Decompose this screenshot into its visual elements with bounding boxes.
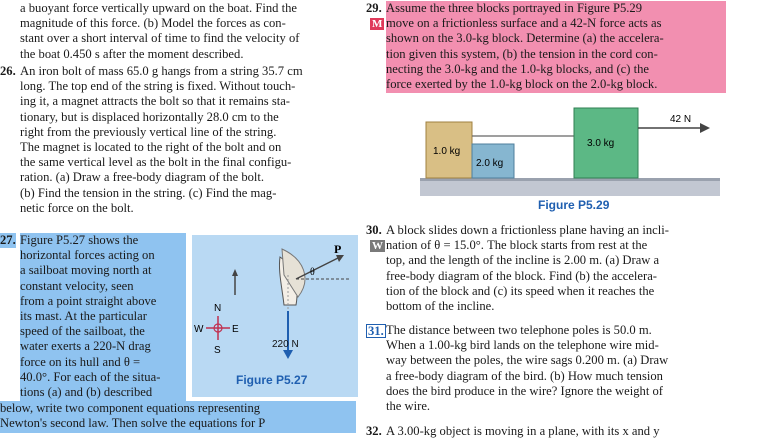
text-line: Newton's second law. Then solve the equations for P xyxy=(0,416,266,431)
text-line: the wire. xyxy=(386,399,431,414)
text-line: Figure P5.27 shows the xyxy=(20,233,139,247)
compass-east: E xyxy=(232,324,239,335)
text-line: way between the poles, the wire sags 0.200 m. (a) Draw xyxy=(386,353,669,368)
text-line: A 3.00-kg object is moving in a plane, with its x and y xyxy=(386,424,660,438)
problem-number: 30. xyxy=(366,223,382,237)
compass xyxy=(206,316,230,340)
text-line: 40.0°. For each of the situa- xyxy=(20,369,161,384)
block-3kg-label: 3.0 kg xyxy=(587,138,615,149)
text-line: When a 1.00-kg bird lands on the telephone wire mid- xyxy=(386,338,659,353)
text-line: (b) Find the tension in the string. (c) Find the mag- xyxy=(20,185,277,200)
text-line: free-body diagram of the block. Find (b) the accelera- xyxy=(386,268,657,283)
problem-badge-w: W xyxy=(372,240,383,252)
compass-north: N xyxy=(214,303,222,314)
text-line: constant velocity, seen xyxy=(20,278,134,293)
problem-number: 27. xyxy=(0,233,16,247)
table-surface xyxy=(420,180,720,196)
compass-west: W xyxy=(194,324,204,335)
text-line: shown on the 3.0-kg block. Determine (a) the accelera- xyxy=(386,31,664,46)
text-line: tion of the block and (c) its speed when it reaches the xyxy=(386,283,655,298)
text-line: long. The top end of the string is fixed. Without touch- xyxy=(20,79,296,94)
text-line: the boat 0.450 s after the moment described. xyxy=(20,46,244,61)
text-line: speed of the sailboat, the xyxy=(20,324,145,339)
block-1kg-label: 1.0 kg xyxy=(433,146,461,157)
text-line: the same vertical level as the bolt in the final configu- xyxy=(20,155,292,170)
text-line: force on its hull and θ = xyxy=(20,354,141,369)
block-2kg-label: 2.0 kg xyxy=(476,158,504,169)
text-line: below, write two component equations representing xyxy=(0,401,261,415)
text-line: The distance between two telephone poles is 50.0 m. xyxy=(386,323,652,337)
text-line: does the bird produce in the wire? Ignore the weight of xyxy=(386,383,663,398)
figure-caption: Figure P5.27 xyxy=(236,373,308,387)
text-line: ing it, a magnet attracts the bolt so that it remains sta- xyxy=(20,94,290,109)
text-line: magnitude of this force. (b) Model the forces as con- xyxy=(20,16,286,31)
text-line: a sailboat moving north at xyxy=(20,263,152,278)
text-line: right from the previously vertical line of the string. xyxy=(20,124,277,139)
text-line: The magnet is located to the right of the bolt and on xyxy=(20,140,282,155)
text-line: horizontal forces acting on xyxy=(20,248,155,263)
drag-force-label: 220 N xyxy=(272,339,299,350)
text-line: tion given this system, (b) the tension in the cord con- xyxy=(386,46,658,61)
text-line: force exerted by the 1.0-kg block on the 2.0-kg block. xyxy=(386,77,658,92)
force-p-label: P xyxy=(334,242,342,256)
text-line: a buoyant force vertically upward on the boat. Find the xyxy=(20,1,297,15)
text-line: move on a frictionless surface and a 42-N force acts as xyxy=(386,16,662,31)
text-line: top, and the length of the incline is 2.00 m. (a) Draw a xyxy=(386,253,660,268)
theta-label: θ xyxy=(310,267,315,278)
text-line: necting the 3.0-kg and the 1.0-kg blocks, and (c) the xyxy=(386,61,649,76)
text-line: tionary, but is displaced horizontally 28.0 cm to the xyxy=(20,109,279,124)
figure-p5-29-diagram xyxy=(420,106,720,196)
text-line: ration. (a) Draw a free-body diagram of the bolt. xyxy=(20,170,265,185)
text-line: nation of θ = 15.0°. The block starts from rest at the xyxy=(386,238,648,253)
text-line: water exerts a 220-N drag xyxy=(20,339,151,354)
text-line: stant over a short interval of time to find the velocity of xyxy=(20,31,300,46)
applied-force-label: 42 N xyxy=(670,114,692,125)
text-line: Assume the three blocks portrayed in Figure P5.29 xyxy=(386,1,643,15)
problem-number: 31. xyxy=(368,324,384,338)
compass-south: S xyxy=(214,345,221,356)
figure-p5-29 xyxy=(420,106,720,216)
text-line: from a point straight above xyxy=(20,293,157,308)
problem-badge-m: M xyxy=(372,18,383,30)
text-line: its mast. At the particular xyxy=(20,309,147,324)
text-line: An iron bolt of mass 65.0 g hangs from a string 35.7 cm xyxy=(20,64,303,78)
problem-number: 32. xyxy=(366,424,382,438)
figure-p5-27 xyxy=(192,235,358,397)
text-line: a free-body diagram of the bird. (b) How much tension xyxy=(386,368,663,383)
text-line: bottom of the incline. xyxy=(386,299,495,314)
figure-caption: Figure P5.29 xyxy=(538,198,610,212)
problem-number: 26. xyxy=(0,64,16,78)
text-line: netic force on the bolt. xyxy=(20,200,134,215)
text-line: tions (a) and (b) described xyxy=(20,385,153,400)
problem-number: 29. xyxy=(366,1,382,15)
problem-25-tail xyxy=(20,1,360,62)
text-line: A block slides down a frictionless plane having an incli- xyxy=(386,223,669,237)
